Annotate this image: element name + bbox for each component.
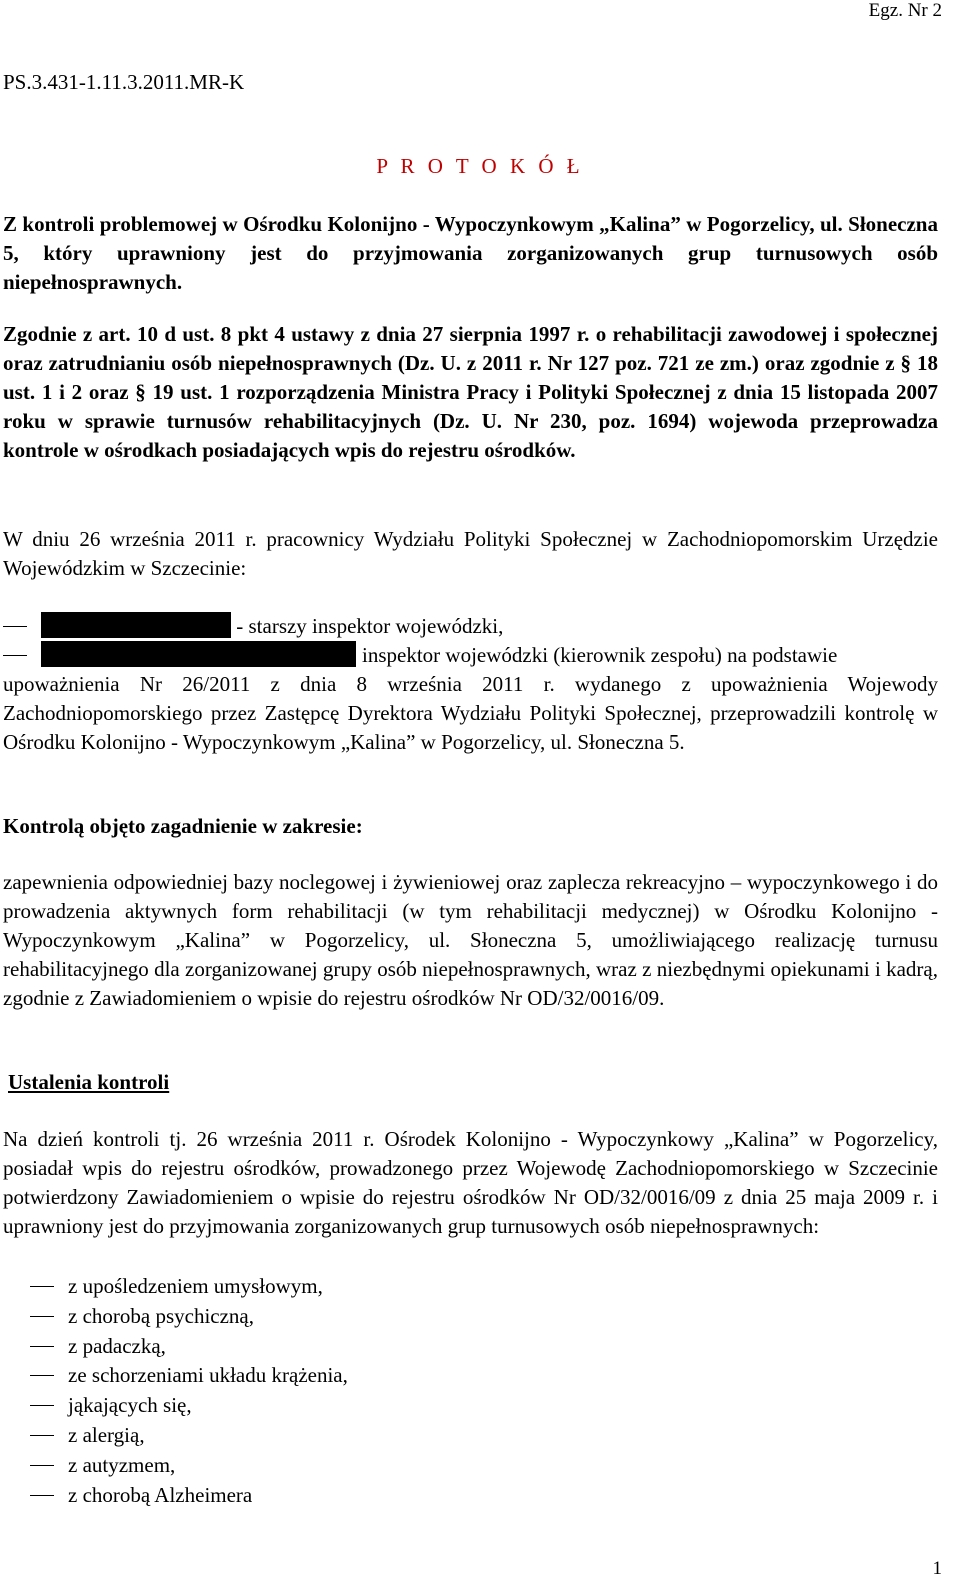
redacted-name	[41, 612, 231, 638]
dash-bullet-icon	[30, 1435, 54, 1436]
intro-paragraph: Z kontroli problemowej w Ośrodku Kolonijno - Wypoczynkowym „Kalina” w Pogorzelicy, ul. Słoneczna 5, który uprawniony jest do przyjmowania zorganizowanych grup turnusowych osób niepełnosprawnych.	[3, 212, 938, 294]
dash-bullet-icon	[30, 1495, 54, 1496]
list-item: z upośledzeniem umysłowym,	[30, 1272, 348, 1302]
scope-paragraph: zapewnienia odpowiedniej bazy noclegowej i żywieniowej oraz zaplecza rekreacyjno – wypoczynkowego i do prowadzenia aktywnych form rehabilitacji (w tym rehabilitacji medycznej) w Ośrodku Kolonijno - Wypoczynkowym „Kalina” w Pogorzelicy, ul. Słoneczna 5, umożliwiającego realizację turnusu rehabilitacyjnego dla zorganizowanej grupy osób niepełnosprawnych, wraz z niezbędnymi opiekunami i kadrą, zgodnie z Zawiadomieniem o wpisie do rejestru ośrodków Nr OD/32/0016/09.	[3, 870, 938, 1010]
list-item: ze schorzeniami układu krążenia,	[30, 1361, 348, 1391]
list-item: z padaczką,	[30, 1332, 348, 1362]
reference-number: PS.3.431-1.11.3.2011.MR-K	[3, 70, 245, 94]
page-number: 1	[932, 1558, 942, 1579]
copy-number: Egz. Nr 2	[868, 0, 942, 21]
findings-paragraph: Na dzień kontroli tj. 26 września 2011 r. Ośrodek Kolonijno - Wypoczynkowy „Kalina” w Pogorzelicy, posiadał wpis do rejestru ośrodków, prowadzonego przez Wojewodę Zachodniopomorskiego w Szczecinie potwierdzony Zawiadomieniem o wpisie do rejestru ośrodków Nr OD/32/0016/09 z dnia 25 maja 2009 r. i uprawniony jest do przyjmowania zorganizowanych grup turnusowych osób niepełnosprawnych:	[3, 1127, 938, 1238]
list-item: z alergią,	[30, 1421, 348, 1451]
inspector-row-2	[3, 641, 837, 670]
scope-heading: Kontrolą objęto zagadnienie w zakresie:	[3, 814, 363, 838]
dash-bullet-icon	[30, 1375, 54, 1376]
dash-bullet-icon	[3, 626, 27, 627]
redacted-name	[41, 641, 356, 667]
dash-bullet-icon	[30, 1316, 54, 1317]
list-item: z chorobą Alzheimera	[30, 1481, 348, 1511]
inspector-role: inspektor wojewódzki (kierownik zespołu) na podstawie	[362, 643, 838, 667]
inspector-row-1	[3, 612, 503, 641]
inspection-date-paragraph: W dniu 26 września 2011 r. pracownicy Wydziału Polityki Społecznej w Zachodniopomorskim Urzędzie Wojewódzkim w Szczecinie:	[3, 527, 938, 580]
document-title: P R O T O K Ó Ł	[376, 154, 584, 178]
dash-bullet-icon	[30, 1286, 54, 1287]
list-item: jąkających się,	[30, 1391, 348, 1421]
dash-bullet-icon	[30, 1346, 54, 1347]
disability-types-list	[30, 1272, 348, 1510]
dash-bullet-icon	[30, 1405, 54, 1406]
legal-basis-paragraph: Zgodnie z art. 10 d ust. 8 pkt 4 ustawy z dnia 27 sierpnia 1997 r. o rehabilitacji zawodowej i społecznej oraz zatrudnianiu osób niepełnosprawnych (Dz. U. z 2011 r. Nr 127 poz. 721 ze zm.) oraz zgodnie z § 18 ust. 1 i 2 oraz § 19 ust. 1 rozporządzenia Ministra Pracy i Polityki Społecznej z dnia 15 listopada 2007 roku w sprawie turnusów rehabilitacyjnych (Dz. U. Nr 230, poz. 1694) wojewoda przeprowadza kontrole w ośrodkach posiadających wpis do rejestru ośrodków.	[3, 322, 938, 462]
dash-bullet-icon	[3, 655, 27, 656]
inspector-role: - starszy inspektor wojewódzki,	[231, 614, 504, 638]
authorization-paragraph: upoważnienia Nr 26/2011 z dnia 8 września 2011 r. wydanego z upoważnienia Wojewody Zachodniopomorskiego przez Zastępcę Dyrektora Wydziału Polityki Społecznej, przeprowadzili kontrolę w Ośrodku Kolonijno - Wypoczynkowym „Kalina” w Pogorzelicy, ul. Słoneczna 5.	[3, 672, 938, 754]
list-item: z chorobą psychiczną,	[30, 1302, 348, 1332]
list-item: z autyzmem,	[30, 1451, 348, 1481]
findings-heading: Ustalenia kontroli	[8, 1070, 170, 1094]
dash-bullet-icon	[30, 1465, 54, 1466]
